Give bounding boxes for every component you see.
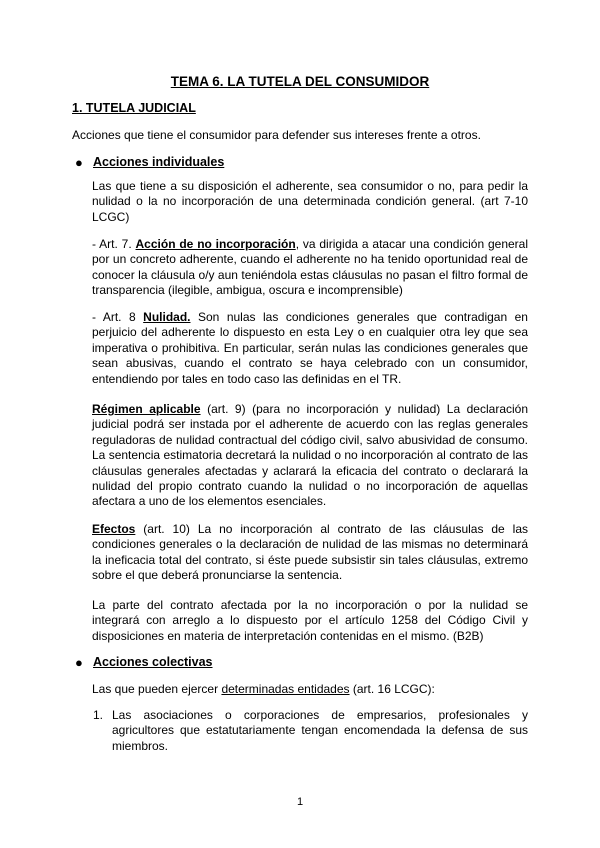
bullet-icon: ● <box>75 655 83 670</box>
bullet-icon: ● <box>75 155 83 170</box>
colectivas-suffix: (art. 16 LCGC): <box>349 682 435 696</box>
paragraph-art7 <box>92 237 528 299</box>
colectivas-prefix: Las que pueden ejercer <box>92 682 222 696</box>
art8-prefix: - Art. 8 <box>92 310 144 324</box>
paragraph-colectivas-intro <box>92 682 528 697</box>
paragraph-regimen-aplicable <box>92 402 528 510</box>
art7-text: , va dirigida a atacar una condición general por un concreto adherente, cuando el adherente no ha tenido oportunidad real de conocer la cláusula o/y aun teniéndola estas cláusulas no pasan el filtro formal de transparencia (ilegible, ambigua, oscura e incomprensible) <box>92 237 529 298</box>
list-item-number: 1. <box>93 708 104 722</box>
page-number: 1 <box>296 796 304 808</box>
efectos-title: Efectos <box>92 522 136 536</box>
paragraph-efectos <box>92 522 528 584</box>
paragraph-parte-contrato: La parte del contrato afectada por la no incorporación o por la nulidad se integrará con arreglo a lo dispuesto por el artículo 1258 del Código Civil y disposiciones en materia de interpretación contenidas en el mismo. (B2B) <box>92 598 528 643</box>
colectivas-entidades: determinadas entidades <box>221 682 350 696</box>
paragraph-individuales-intro: Las que tiene a su disposición el adherente, sea consumidor o no, para pedir la nulidad o la no incorporación de una determinada condición general. (art 7-10 LCGC) <box>92 179 528 224</box>
regimen-text: (art. 9) (para no incorporación y nulidad) La declaración judicial podrá ser instada por el adherente de acuerdo con las reglas generales reguladoras de nulidad contractual del código civil, salvo abusividad de consumo. La sentencia estimatoria decretará la nulidad o no incorporación al contrato de las cláusulas generales afectadas y aclarará la eficacia del contrato o declarará la nulidad del propio contrato cuando la nulidad o no incorporación de aquellas afectara a uno de los elementos esenciales. <box>92 402 529 509</box>
art8-title: Nulidad. <box>143 310 191 324</box>
regimen-title: Régimen aplicable <box>92 402 201 416</box>
intro-paragraph: Acciones que tiene el consumidor para defender sus intereses frente a otros. <box>72 128 481 142</box>
page-title: TEMA 6. LA TUTELA DEL CONSUMIDOR <box>170 74 430 89</box>
paragraph-art8 <box>92 310 528 387</box>
art7-title: Acción de no incorporación <box>135 237 296 251</box>
art7-prefix: - Art. 7. <box>92 237 136 251</box>
heading-acciones-colectivas: Acciones colectivas <box>93 655 213 669</box>
list-item: Las asociaciones o corporaciones de empresarios, profesionales y agricultores que estatutariamente tengan encomendada la defensa de sus miembros. <box>112 708 528 753</box>
art8-text: Son nulas las condiciones generales que contradigan en perjuicio del adherente lo dispuesto en esta Ley o en cualquier otra ley que sea imperativa o prohibitiva. En particular, serán nulas las condiciones generales que sean abusivas, cuando el contrato se haya celebrado con un consumidor, entendiendo por tales en todo caso las definidas en el TR. <box>92 310 528 386</box>
heading-acciones-individuales: Acciones individuales <box>93 155 225 169</box>
section-heading-tutela-judicial: 1. TUTELA JUDICIAL <box>72 101 196 115</box>
efectos-text: (art. 10) La no incorporación al contrato de las cláusulas de las condiciones generales o la declaración de nulidad de las mismas no determinará la ineficacia total del contrato, si éste puede subsistir sin tales cláusulas, extremo sobre el que deberá pronunciarse la sentencia. <box>92 522 528 583</box>
